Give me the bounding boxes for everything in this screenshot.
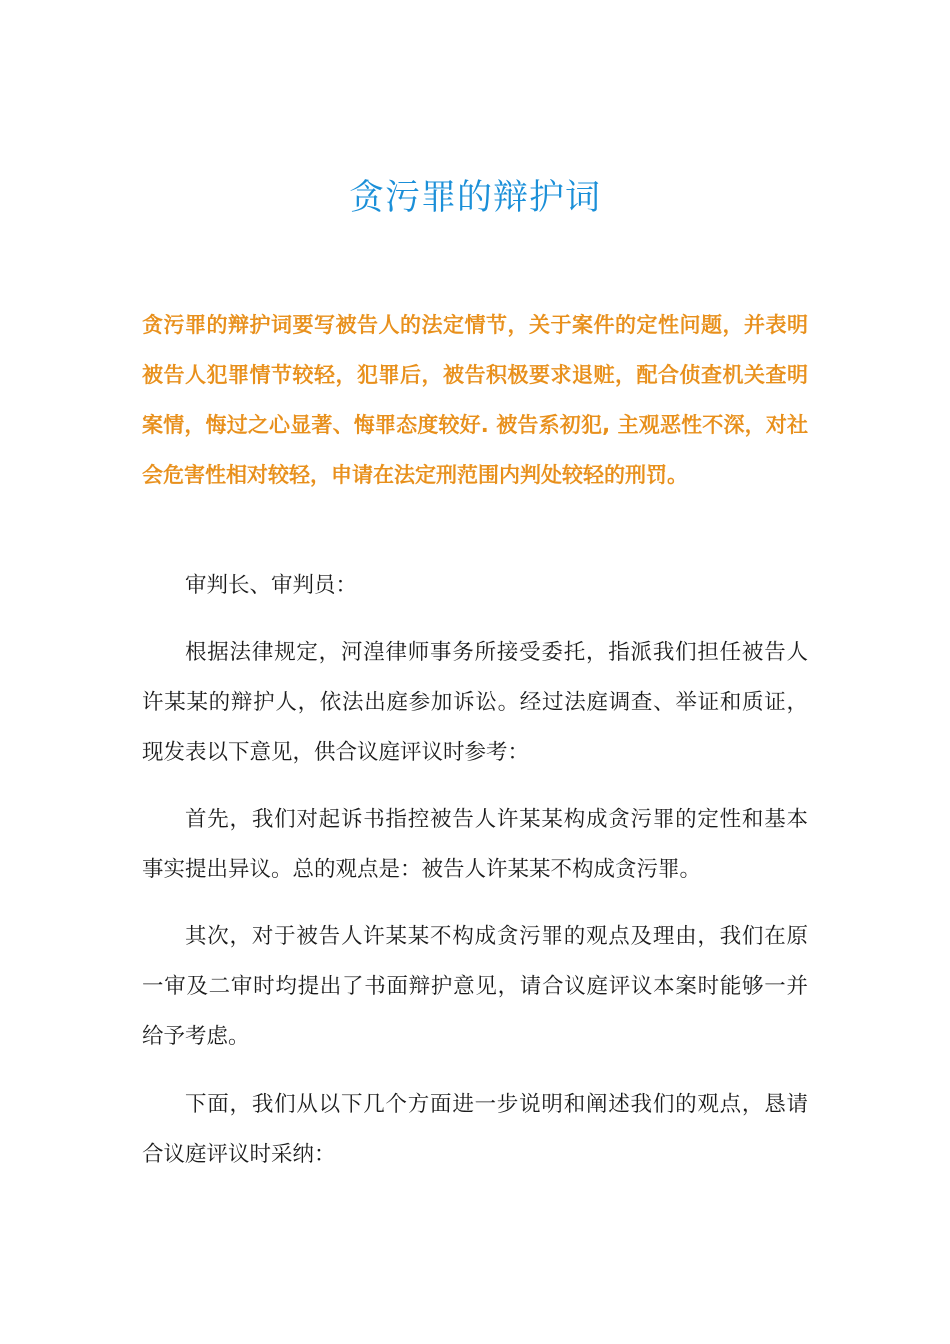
body-paragraph-2: 首先，我们对起诉书指控被告人许某某构成贪污罪的定性和基本事实提出异议。总的观点是：被告人许某某不构成贪污罪。	[142, 807, 808, 882]
salutation: 审判长、审判员：	[185, 573, 358, 598]
document-title: 贪污罪的辩护词	[348, 178, 601, 218]
summary-paragraph: 贪污罪的辩护词要写被告人的法定情节，关于案件的定性问题，并表明被告人犯罪情节较轻，犯罪后，被告积极要求退赃，配合侦查机关查明案情，悔过之心显著、悔罪态度较好. 被告系初犯, 主观恶性不深，对社会危害性相对较轻，申请在法定刑范围内判处较轻的刑罚。	[142, 313, 808, 487]
body-paragraph-4: 下面，我们从以下几个方面进一步说明和阐述我们的观点，恳请合议庭评议时采纳：	[142, 1092, 808, 1167]
body-paragraph-1: 根据法律规定，河湟律师事务所接受委托，指派我们担任被告人许某某的辩护人，依法出庭参加诉讼。经过法庭调查、举证和质证，现发表以下意见，供合议庭评议时参考：	[142, 640, 808, 765]
body-paragraph-3: 其次，对于被告人许某某不构成贪污罪的观点及理由，我们在原一审及二审时均提出了书面辩护意见，请合议庭评议本案时能够一并给予考虑。	[142, 924, 808, 1049]
